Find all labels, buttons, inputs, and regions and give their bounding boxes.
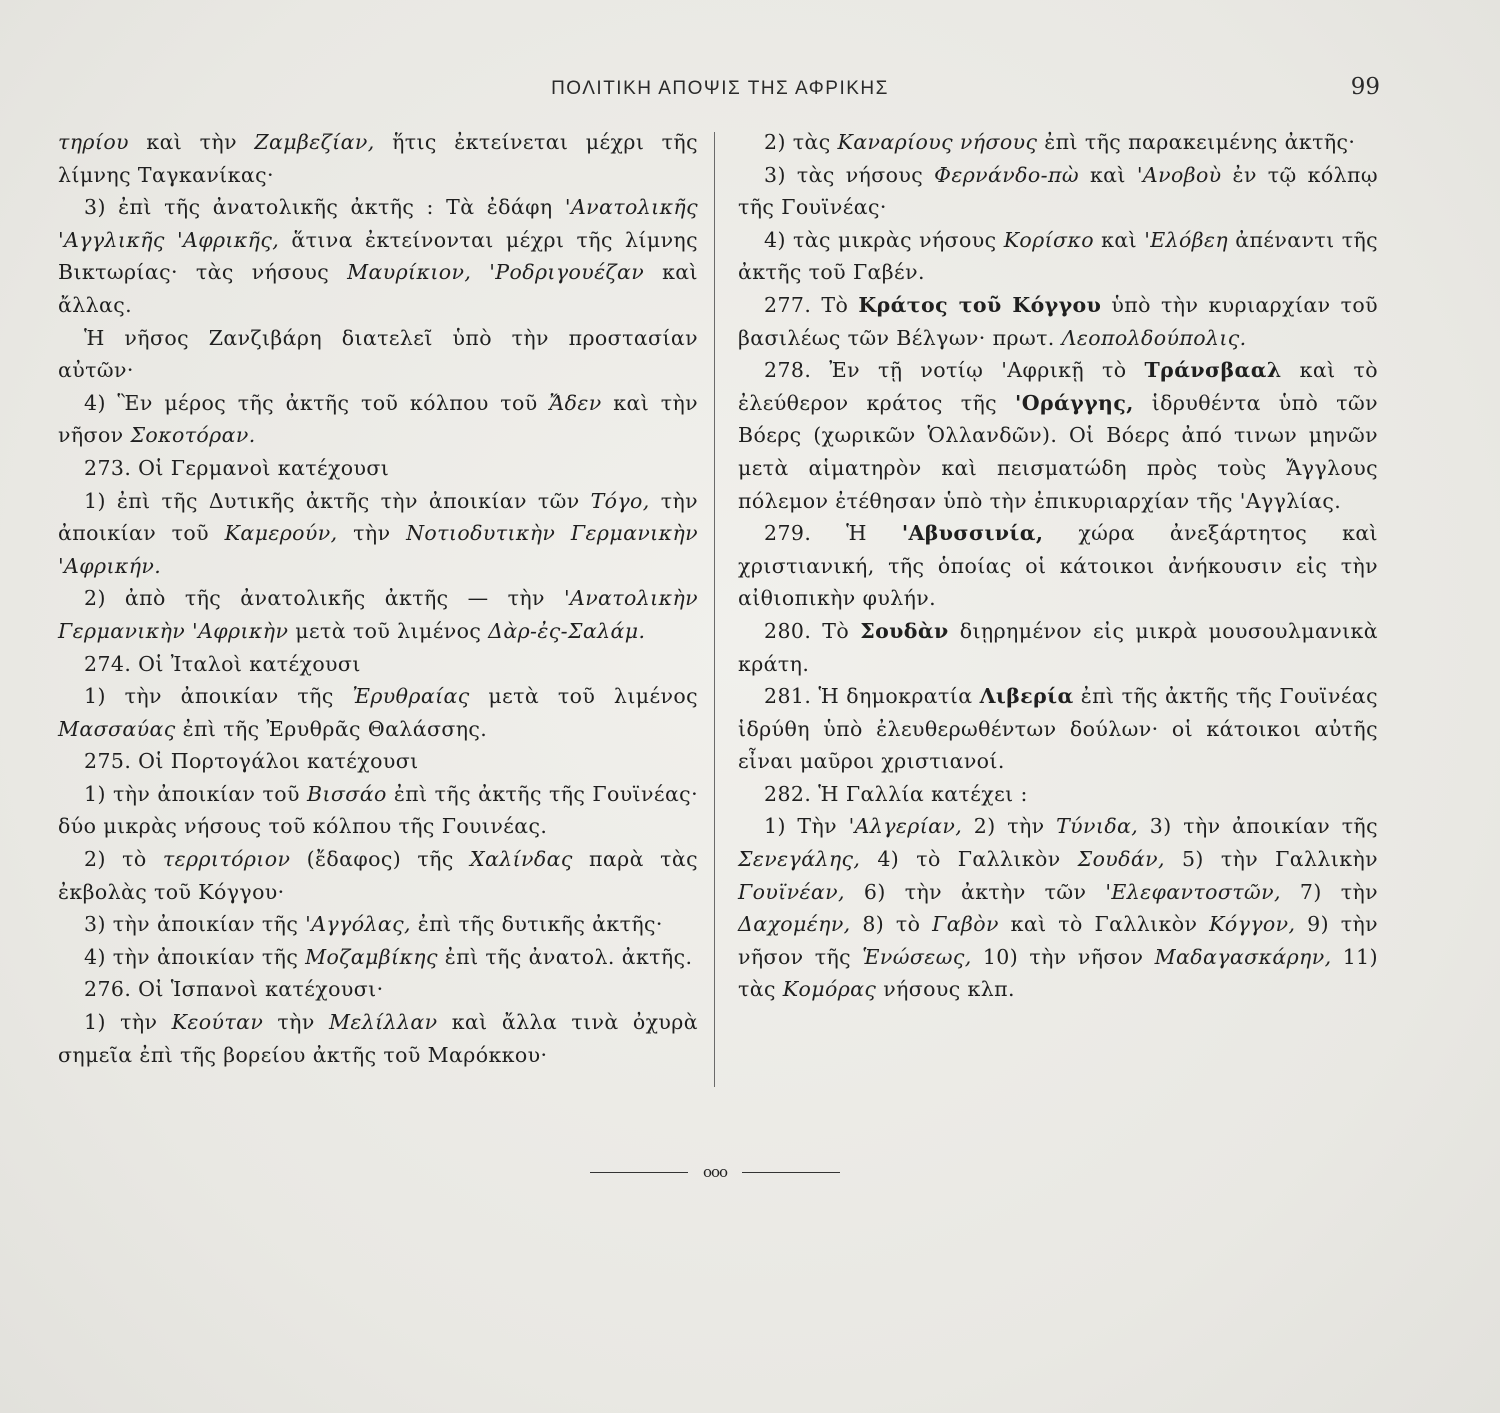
text-run: 282. Ἡ Γαλλία κατέχει : [764, 781, 1028, 806]
section-278 [738, 354, 1378, 517]
left-column [58, 126, 698, 1071]
text-run: καὶ ἄλλα τινὰ ὀχυρὰ σημεῖα ἐπὶ τῆς βορείου ἀκτῆς τοῦ Μαρόκκου· [58, 1010, 698, 1067]
text-run: 273. Οἱ Γερμανοὶ κατέχουσι [84, 455, 390, 480]
text-run: 279. Ἡ [764, 521, 902, 546]
italic-term: Χαλίνδας [469, 847, 573, 872]
paragraph [58, 1006, 698, 1071]
paragraph [58, 843, 698, 908]
text-run: ἐπὶ τῆς ἀνατολ. ἀκτῆς. [437, 944, 693, 969]
italic-term: Λεοπολδούπολις. [1061, 325, 1247, 350]
text-run: 2) τὸ [84, 847, 163, 872]
ornament-dots: ooo [702, 1163, 728, 1181]
paragraph [738, 159, 1378, 224]
ornament-rule-right [742, 1172, 840, 1173]
section-heading-282 [738, 778, 1378, 811]
text-run: 7) τὴν [1280, 879, 1378, 904]
italic-term: Δὰρ-ἐς-Σαλάμ. [488, 618, 646, 643]
text-run: καὶ τὴν νῆσον [58, 390, 698, 448]
column-divider [714, 132, 715, 1087]
text-run: 4) τὴν ἀποικίαν τῆς [84, 944, 306, 969]
text-run: τὴν [337, 521, 407, 546]
bold-term: Τράνσβααλ [1144, 358, 1282, 383]
paragraph [738, 224, 1378, 289]
ornament-rule-left [590, 1172, 688, 1173]
section-heading-273 [58, 452, 698, 485]
text-run: ἥτις ἐκτείνεται μέχρι τῆς λίμνης Ταγκανίκας· [58, 130, 698, 187]
text-run: 277. Τὸ [764, 292, 859, 317]
text-run: 2) ἀπὸ τῆς ἀνατολικῆς ἀκτῆς — τὴν [84, 586, 564, 611]
page-number: 99 [1350, 74, 1380, 100]
text-run: 10) τὴν νῆσον [971, 944, 1155, 969]
italic-term: 'Αλγερίαν, [848, 814, 963, 839]
text-run: χώρα ἀνεξάρτητος καὶ χριστιανική, τῆς ὁποίας οἱ κάτοικοι ἀνήκουσιν εἰς τὴν αἰθιοπικὴν φυλήν. [738, 521, 1378, 611]
italic-term: Φερνάνδο-πὼ [934, 162, 1079, 187]
paragraph [58, 387, 698, 452]
text-run: καὶ τὸ ἐλεύθερον κράτος τῆς [738, 358, 1378, 415]
italic-term: 'Ανοβοὺ [1136, 162, 1222, 187]
italic-term: Νοτιοδυτικὴν Γερμανικὴν 'Αφρικήν. [58, 521, 699, 578]
paragraph [58, 191, 698, 321]
text-run: 1) ἐπὶ τῆς Δυτικῆς ἀκτῆς τὴν ἀποικίαν τῶν [84, 488, 591, 513]
text-run: 1) τὴν [84, 1010, 172, 1035]
text-run: τὴν ἀποικίαν τοῦ [58, 488, 699, 546]
italic-term: Μαδαγασκάρην, [1154, 944, 1332, 969]
text-run: καὶ τὸ Γαλλικὸν [998, 912, 1210, 937]
bold-term: 'Αβυσσινία, [901, 521, 1044, 546]
bold-term: Σουδὰν [860, 618, 949, 643]
italic-term: Ζαμβεζίαν, [254, 130, 375, 154]
text-run: 3) τὴν ἀποικίαν τῆς [84, 912, 306, 937]
text-run: 1) τὴν ἀποικίαν τοῦ [84, 781, 308, 806]
text-run: Ἡ νῆσος Ζανζιβάρη διατελεῖ ὑπὸ τὴν προστασίαν αὐτῶν· [58, 325, 698, 383]
text-run: 4) τὸ Γαλλικὸν [860, 847, 1078, 872]
text-run: 1) τὴν ἀποικίαν τῆς [84, 684, 353, 709]
text-run: καὶ τὴν [128, 130, 255, 154]
bold-term: Λιβερία [979, 684, 1074, 709]
italic-term: 'Αγγόλας, [305, 912, 411, 937]
italic-term: Ἑνώσεως, [862, 944, 972, 969]
text-run: 281. Ἡ δημοκρατία [764, 684, 980, 709]
italic-term: Κορίσκο [1003, 227, 1095, 252]
paragraph [58, 126, 698, 191]
italic-term: Κόγγον, [1209, 912, 1296, 937]
text-run: ἐπὶ τῆς παρακειμένης ἀκτῆς· [1037, 130, 1356, 154]
text-run: 5) τὴν Γαλλικὴν [1164, 847, 1378, 872]
text-run: 280. Τὸ [764, 618, 861, 643]
italic-term: Βισσάο [307, 781, 387, 806]
running-header-title: ΠΟΛΙΤΙΚΗ ΑΠΟΨΙΣ ΤΗΣ ΑΦΡΙΚΗΣ [551, 78, 889, 99]
italic-term: Τόγο, [590, 488, 650, 513]
italic-term: Σοκοτόραν. [130, 423, 256, 448]
text-run: 8) τὸ [850, 912, 933, 937]
text-run: 6) τὴν ἀκτὴν τῶν [844, 879, 1106, 904]
italic-term: Κομόρας [782, 977, 877, 1002]
text-run: διῃρημένον εἰς μικρὰ μουσουλμανικὰ κράτη. [738, 618, 1378, 676]
section-277 [738, 289, 1378, 354]
text-run: μετὰ τοῦ λιμένος [469, 684, 698, 709]
text-run: ἐπὶ τῆς Ἐρυθρᾶς Θαλάσσης. [175, 716, 488, 741]
text-run: 278. Ἐν τῇ νοτίῳ 'Αφρικῇ τὸ [764, 358, 1145, 383]
italic-term: Καναρίους νήσους [837, 130, 1038, 154]
text-run: ἐπὶ τῆς ἀκτῆς τῆς Γουϊνέας· δύο μικρὰς νήσους τοῦ κόλπου τῆς Γουινέας. [58, 781, 698, 839]
text-run: 4) Ἓν μέρος τῆς ἀκτῆς τοῦ κόλπου τοῦ [84, 390, 550, 415]
italic-term: Μαυρίκιον, 'Ροδριγουέζαν [347, 260, 645, 285]
italic-term: Τύνιδα, [1056, 814, 1139, 839]
text-run: 11) τὰς [738, 944, 1379, 1002]
text-run: ἅτινα ἐκτείνονται μέχρι τῆς λίμνης Βικτωρίας· τὰς νήσους [58, 227, 698, 285]
text-run: ἐν τῷ κόλπῳ τῆς Γουϊνέας· [738, 162, 1378, 220]
italic-term: 'Ανατολικῆς 'Αγγλικῆς 'Αφρικῆς, [58, 195, 698, 252]
paragraph [738, 126, 1378, 159]
text-run: παρὰ τὰς ἐκβολὰς τοῦ Κόγγου· [58, 847, 698, 904]
bold-term: 'Οράγγης, [1015, 390, 1134, 415]
bold-term: Κράτος τοῦ Κόγγου [858, 292, 1102, 317]
text-run: μετὰ τοῦ λιμένος [288, 618, 489, 643]
text-run: τὴν [263, 1010, 329, 1035]
section-281 [738, 680, 1378, 778]
text-run: ἀπέναντι τῆς ἀκτῆς τοῦ Γαβέν. [738, 227, 1379, 285]
text-run: καὶ ἄλλας. [58, 260, 698, 317]
italic-term: Μασσαύας [58, 716, 176, 741]
text-run: 274. Οἱ Ἰταλοὶ κατέχουσι [84, 651, 361, 676]
italic-term: Σενεγάλης, [738, 847, 861, 872]
text-run: 2) τὰς [764, 130, 838, 154]
paragraph [58, 908, 698, 941]
italic-term: Δαχομέην, [738, 912, 851, 937]
text-run: (ἔδαφος) τῆς [290, 847, 470, 872]
text-run: ἱδρυθέντα ὑπὸ τῶν Βόερς (χωρικῶν Ὁλλανδῶν). Οἱ Βόερς ἀπό τινων μηνῶν μετὰ αἱματηρὸν καὶ πεισματώδη πρὸς τοὺς Ἄγγλους πόλεμον ἐτέθησαν ὑπὸ τὴν ἐπικυριαρχίαν τῆς 'Αγγλίας. [738, 390, 1378, 513]
paragraph [58, 485, 698, 583]
italic-term: Γουϊνέαν, [738, 879, 845, 904]
end-ornament [590, 1163, 840, 1183]
italic-term: Μοζαμβίκης [305, 944, 438, 969]
text-run: ὑπὸ τὴν κυριαρχίαν τοῦ βασιλέως τῶν Βέλγων· πρωτ. [738, 292, 1378, 350]
italic-term: 'Ελεφαντοστῶν, [1105, 879, 1281, 904]
text-run: 1) Τὴν [764, 814, 849, 839]
section-heading-276 [58, 973, 698, 1006]
italic-term: Κεούταν [171, 1010, 264, 1035]
text-run: ἐπὶ τῆς ἀκτῆς τῆς Γουϊνέας ἱδρύθη ὑπὸ ἐλευθερωθέντων δούλων· οἱ κάτοικοι αὐτῆς εἶναι μαῦροι χριστιανοί. [738, 684, 1379, 774]
text-run: 276. Οἱ Ἱσπανοὶ κατέχουσι· [84, 977, 384, 1002]
paragraph [58, 582, 698, 647]
text-run: 2) τὴν [962, 814, 1057, 839]
paragraph [58, 778, 698, 843]
paragraph [738, 810, 1378, 1006]
italic-term: Ἄδεν [549, 390, 602, 415]
section-heading-275 [58, 745, 698, 778]
text-run: 275. Οἱ Πορτογάλοι κατέχουσι [84, 749, 419, 774]
paragraph [58, 322, 698, 387]
text-run: νήσους κλπ. [876, 977, 1015, 1002]
italic-term: Σουδάν, [1077, 847, 1165, 872]
italic-term: Καμερούν, [224, 521, 338, 546]
paragraph [58, 680, 698, 745]
text-run: 3) τὰς νήσους [764, 162, 935, 187]
section-280 [738, 615, 1378, 680]
text-run: ἐπὶ τῆς δυτικῆς ἀκτῆς· [410, 912, 663, 937]
paragraph [58, 941, 698, 974]
italic-term: Μελίλλαν [328, 1010, 438, 1035]
section-heading-274 [58, 648, 698, 681]
italic-term: τερριτόριον [162, 847, 291, 872]
italic-term: 'Ανατολικὴν Γερμανικὴν 'Αφρικὴν [58, 586, 698, 643]
italic-term: 'Ελόβεη [1144, 227, 1229, 252]
text-run: καὶ [1094, 227, 1145, 252]
right-column [738, 126, 1378, 1006]
italic-term: τηρίου [58, 130, 129, 154]
italic-term: Γαβὸν [932, 912, 999, 937]
text-run: 4) τὰς μικρὰς νήσους [764, 227, 1004, 252]
text-run: 9) τὴν νῆσον τῆς [738, 912, 1379, 969]
text-run: 3) τὴν ἀποικίαν τῆς [1138, 814, 1378, 839]
text-run: καὶ [1078, 162, 1137, 187]
section-279 [738, 517, 1378, 615]
italic-term: Ἐρυθραίας [352, 684, 470, 709]
text-run: 3) ἐπὶ τῆς ἀνατολικῆς ἀκτῆς : Τὰ ἐδάφη [84, 195, 565, 220]
